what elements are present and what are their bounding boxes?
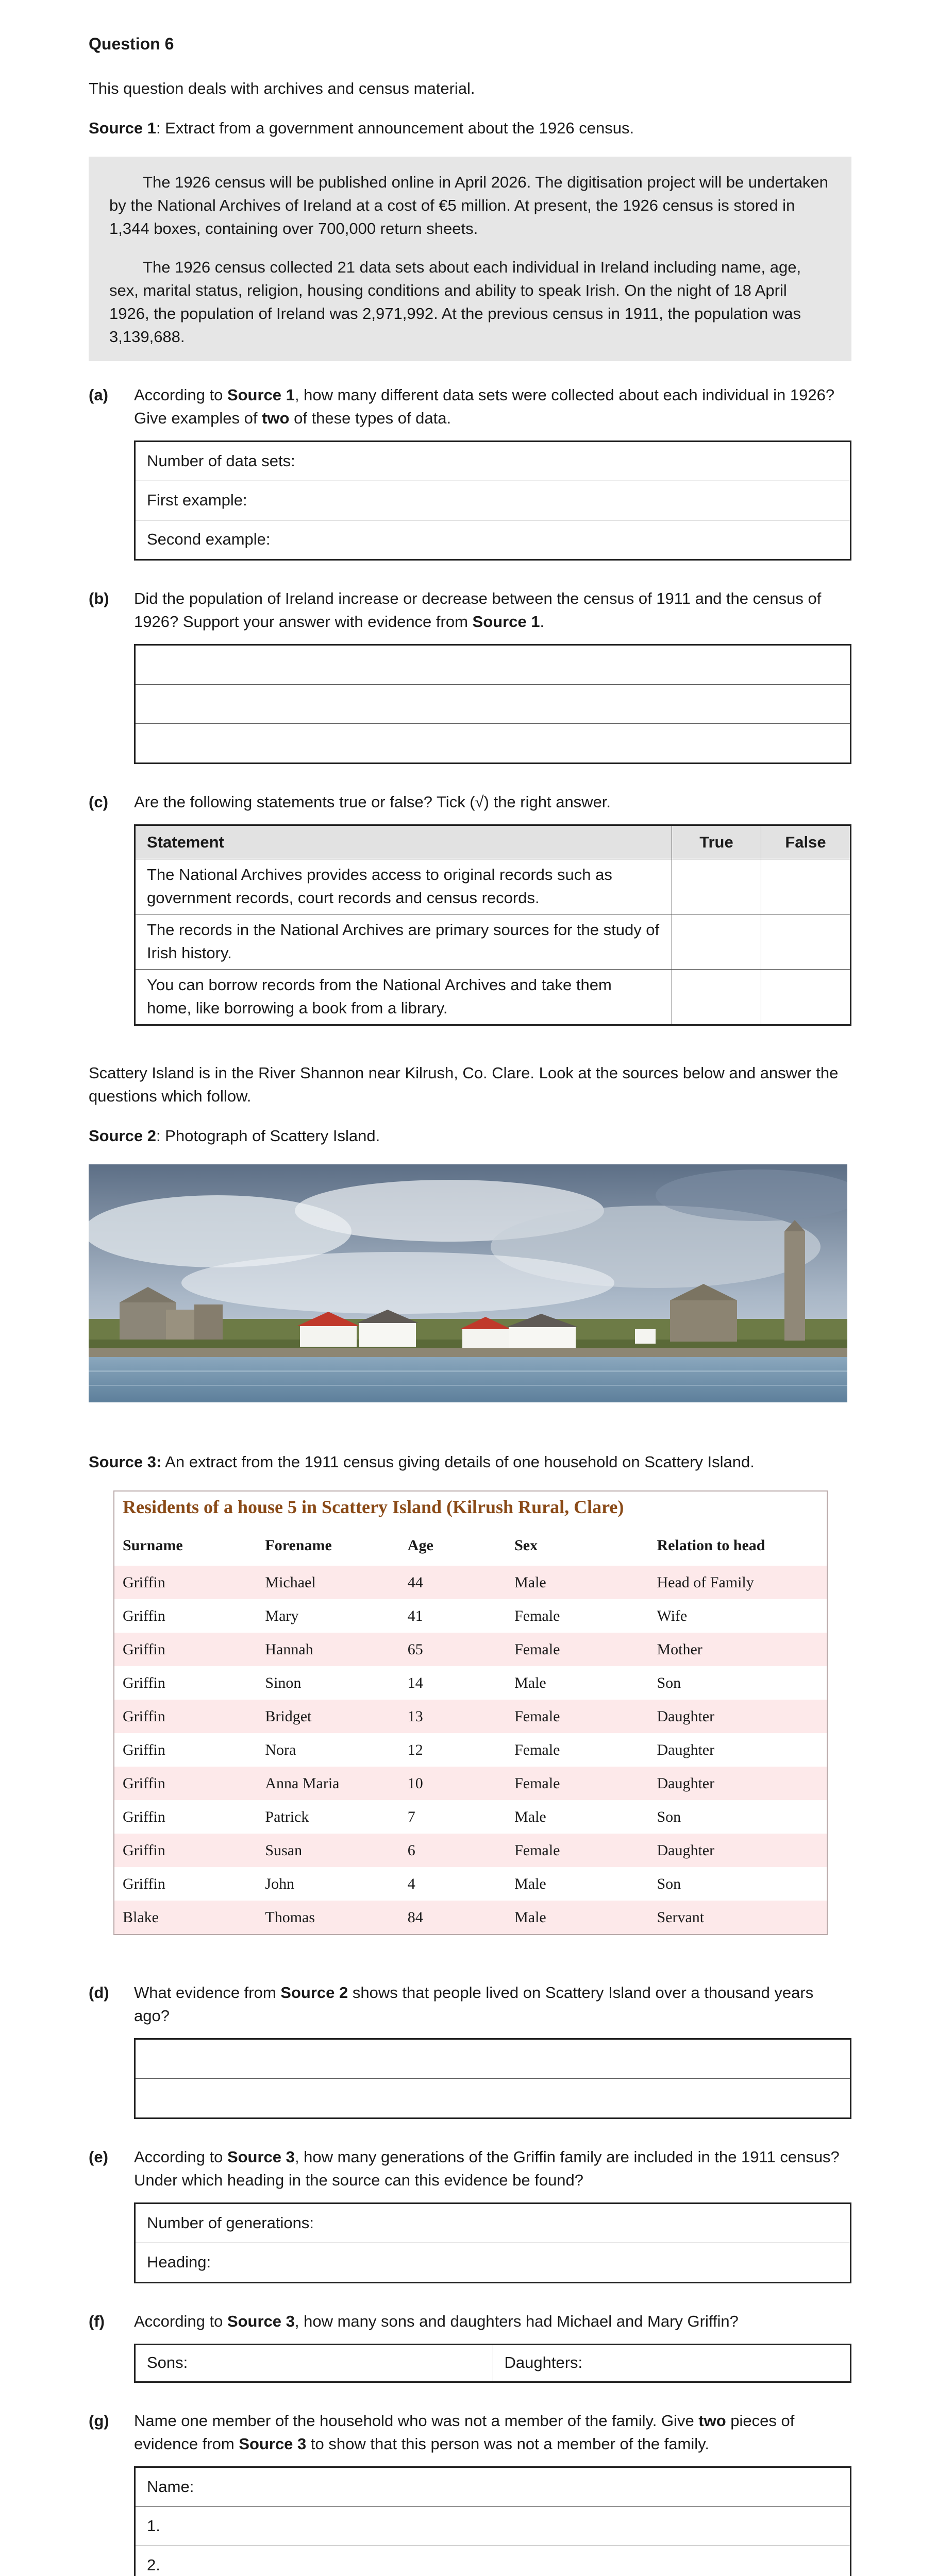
census-title: Residents of a house 5 in Scattery Island (Kilrush Rural, Clare) [123, 1496, 624, 1517]
source2-caption: Source 2: Photograph of Scattery Island. [89, 1126, 380, 1145]
answer-table-a [134, 440, 851, 561]
answer-field[interactable]: Heading: [135, 2243, 851, 2282]
question-label: (e) [89, 2147, 108, 2166]
census-row: Griffin Hannah 65 Female Mother [114, 1633, 827, 1666]
answer-field[interactable]: Number of generations: [135, 2203, 851, 2243]
column-header: Surname [123, 1537, 183, 1554]
census-extract [113, 1490, 828, 1935]
answer-line[interactable] [135, 2039, 851, 2078]
source1-box [89, 157, 851, 361]
column-header: Age [407, 1537, 433, 1554]
census-row: Griffin Mary 41 Female Wife [123, 1607, 688, 1624]
answer-field[interactable]: 2. [135, 2546, 851, 2576]
scattery-intro: Scattery Island is in the River Shannon near Kilrush, Co. Clare. Look at the sources below and answer the questions which follow. [89, 1064, 839, 1106]
question-label: (c) [89, 792, 108, 811]
census-row: Griffin Nora 12 Female Daughter [123, 1741, 715, 1758]
false-tick-box[interactable] [761, 914, 851, 970]
census-row: Griffin John 4 Male Son [123, 1875, 681, 1892]
column-header: Forename [265, 1537, 332, 1554]
question-c [89, 791, 851, 814]
question-label: (d) [89, 1984, 109, 2002]
column-header: True [672, 825, 761, 859]
true-tick-box[interactable] [672, 914, 761, 970]
question-e [89, 2146, 851, 2192]
question-label: (g) [89, 2411, 109, 2430]
question-text: Are the following statements true or false? Tick (√) the right answer. [134, 792, 611, 811]
statement-text: You can borrow records from the National Archives and take them home, like borrowing a book from a library. [135, 970, 672, 1025]
answer-line[interactable] [135, 2078, 851, 2118]
answer-line[interactable] [135, 645, 851, 684]
question-text: According to Source 3, how many generations of the Griffin family are included in the 1911 census? Under which heading in the source can this evidence be found? [134, 2147, 840, 2189]
census-row: Griffin Patrick 7 Male Son [123, 1808, 681, 1825]
answer-field[interactable]: Name: [135, 2467, 851, 2506]
question-g [89, 2410, 851, 2456]
answer-table-f [134, 2344, 851, 2383]
statement-row [135, 970, 851, 1025]
answer-line[interactable] [135, 684, 851, 723]
question-text: What evidence from Source 2 shows that people lived on Scattery Island over a thousand years ago? [134, 1984, 814, 2025]
question-a [89, 384, 851, 430]
question-text: Name one member of the household who was not a member of the family. Give two pieces of evidence from Source 3 to show that this person was not a member of the family. [134, 2411, 795, 2453]
answer-table-d [134, 2038, 851, 2119]
source1-paragraph-2: The 1926 census collected 21 data sets about each individual in Ireland including name, age, sex, marital status, religion, housing conditions and ability to speak Irish. On the night of 18 April 1926, the population of Ireland was 2,971,992. At the previous census in 1911, the population was 3,139,688. [109, 258, 801, 346]
answer-table-b [134, 644, 851, 764]
census-row: Blake Thomas 84 Male Servant [114, 1901, 827, 1934]
question-label: (a) [89, 385, 108, 404]
question-text: According to Source 3, how many sons and daughters had Michael and Mary Griffin? [134, 2312, 739, 2330]
source1-caption: Source 1: Extract from a government announcement about the 1926 census. [89, 119, 634, 138]
intro-text: This question deals with archives and census material. [89, 79, 475, 98]
census-row: Griffin Susan 6 Female Daughter [114, 1834, 827, 1867]
answer-line[interactable] [135, 723, 851, 763]
census-row: Griffin Sinon 14 Male Son [123, 1674, 681, 1691]
true-false-table [134, 824, 851, 1026]
column-header: False [761, 825, 851, 859]
answer-field[interactable]: Second example: [135, 520, 851, 560]
question-label: (b) [89, 589, 109, 607]
question-title: Question 6 [89, 35, 174, 53]
false-tick-box[interactable] [761, 970, 851, 1025]
source3-caption: Source 3: An extract from the 1911 census giving details of one household on Scattery Island. [89, 1452, 755, 1471]
column-header: Relation to head [657, 1537, 765, 1554]
true-tick-box[interactable] [672, 859, 761, 914]
census-table [114, 1526, 827, 1934]
statement-text: The records in the National Archives are primary sources for the study of Irish history. [135, 914, 672, 970]
false-tick-box[interactable] [761, 859, 851, 914]
question-text: According to Source 1, how many different data sets were collected about each individual in 1926? Give examples of two of these types of data. [134, 385, 835, 427]
question-page [89, 32, 851, 2576]
column-header: Statement [135, 825, 672, 859]
census-header-row [114, 1526, 827, 1566]
question-label: (f) [89, 2312, 105, 2330]
source1-paragraph-1: The 1926 census will be published online in April 2026. The digitisation project will be undertaken by the National Archives of Ireland at a cost of €5 million. At present, the 1926 census is stored in 1,344 boxes, containing over 700,000 return sheets. [109, 173, 828, 238]
true-tick-box[interactable] [672, 970, 761, 1025]
question-b [89, 587, 851, 634]
statement-row [135, 914, 851, 970]
census-row: Griffin Michael 44 Male Head of Family [114, 1566, 827, 1599]
answer-field[interactable]: 1. [135, 2506, 851, 2546]
column-header: Sex [514, 1537, 538, 1554]
statement-row [135, 859, 851, 914]
question-d [89, 1981, 851, 2028]
question-text: Did the population of Ireland increase or decrease between the census of 1911 and the census of 1926? Support your answer with evidence from Source 1. [134, 589, 822, 631]
answer-table-g [134, 2466, 851, 2576]
answer-table-e [134, 2202, 851, 2283]
sons-field[interactable]: Sons: [135, 2344, 493, 2382]
statement-text: The National Archives provides access to original records such as government records, court records and census records. [135, 859, 672, 914]
census-row: Griffin Bridget 13 Female Daughter [114, 1700, 827, 1733]
answer-field[interactable]: First example: [135, 481, 851, 520]
census-row: Griffin Anna Maria 10 Female Daughter [114, 1767, 827, 1800]
question-f [89, 2310, 851, 2333]
scattery-island-photo [89, 1164, 847, 1402]
daughters-field[interactable]: Daughters: [493, 2344, 851, 2382]
answer-field[interactable]: Number of data sets: [135, 441, 851, 481]
